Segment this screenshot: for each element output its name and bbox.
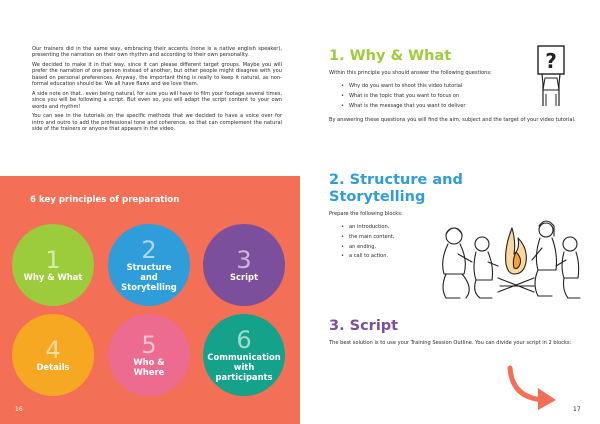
section-intro: The best solution is to use your Training Session Outline. You can divide your script in 2 blocks: <box>329 340 572 346</box>
list-item: • an introduction, <box>341 223 489 233</box>
principle-label: Structure and Storytelling <box>121 262 177 292</box>
svg-text:?: ? <box>545 49 557 73</box>
principle-script <box>203 224 285 306</box>
list-item: • What is the topic that you want to focus on <box>341 92 579 102</box>
principle-label: Communication with participants <box>207 352 281 382</box>
section-heading: 1. Why & What <box>329 48 452 64</box>
page-number: 16 <box>15 406 23 413</box>
intro-paragraph: Our trainers did in the same way, embracing their accents (none is a native english speaker), presenting the narration on their own rhythm and according to their own personality. <box>32 46 282 59</box>
right-page <box>300 0 600 424</box>
panel-title: 6 key principles of preparation <box>30 195 180 205</box>
question-sign-person-icon <box>532 44 570 108</box>
curved-arrow-icon <box>504 362 562 412</box>
principle-communication <box>203 314 285 396</box>
principle-number: 3 <box>236 246 252 274</box>
principle-label: Who & Where <box>133 357 165 377</box>
section-intro: Within this principle you should answer the following questions: <box>329 70 492 76</box>
principle-number: 4 <box>45 336 61 364</box>
campfire-group-illustration <box>434 208 584 308</box>
intro-paragraph: You can see in the tutorials on the specific methods that we decided to have a voice over for intro and outro to add the professional tone and coherence, so that can complement the natural side of the trainers or anyone that appears in the video. <box>32 113 282 133</box>
intro-paragraph: A side note on that.. even being natural, for sure you will have to film your footage several times, since you will be following a script. But even so, you will adapt the script content to your own words and rhythm! <box>32 90 282 110</box>
list-item: • an ending, <box>341 243 489 253</box>
principle-label: Script <box>230 272 258 282</box>
section-intro: Prepare the following blocks: <box>329 211 403 217</box>
principle-number: 1 <box>45 246 61 274</box>
section-heading: 2. Structure and Storytelling <box>329 172 463 205</box>
principle-number: 6 <box>236 326 252 354</box>
list-item: • a call to action. <box>341 252 489 262</box>
principle-number: 2 <box>141 236 157 264</box>
principle-number: 5 <box>141 331 157 359</box>
list-item: • the main content, <box>341 233 489 243</box>
section-script <box>329 318 579 346</box>
principle-who-where <box>108 314 190 396</box>
principle-why-what <box>12 224 94 306</box>
section-outro: By answering these questions you will find the aim, subject and the target of your video tutorial. <box>329 117 576 124</box>
list-item: • What is the message that you want to deliver <box>341 102 579 112</box>
principle-label: Details <box>36 362 70 372</box>
page-number: 17 <box>573 406 581 413</box>
intro-paragraph: We decided to make it in that way, since it can please different target groups. Maybe you will prefer the narration of one person instead of another, but other people might disagree with you based on personal preferences. Anyway, the important thing is really to keep it natural, as non-formal education should be. We all have flaws and we love them. <box>32 62 282 88</box>
principle-label: Why & What <box>23 272 83 282</box>
list-item: • Why do you want to shoot this video tutorial <box>341 82 579 92</box>
section-heading: 3. Script <box>329 318 399 334</box>
intro-text <box>32 46 282 136</box>
principle-structure-storytelling <box>108 224 190 306</box>
principle-details <box>12 314 94 396</box>
